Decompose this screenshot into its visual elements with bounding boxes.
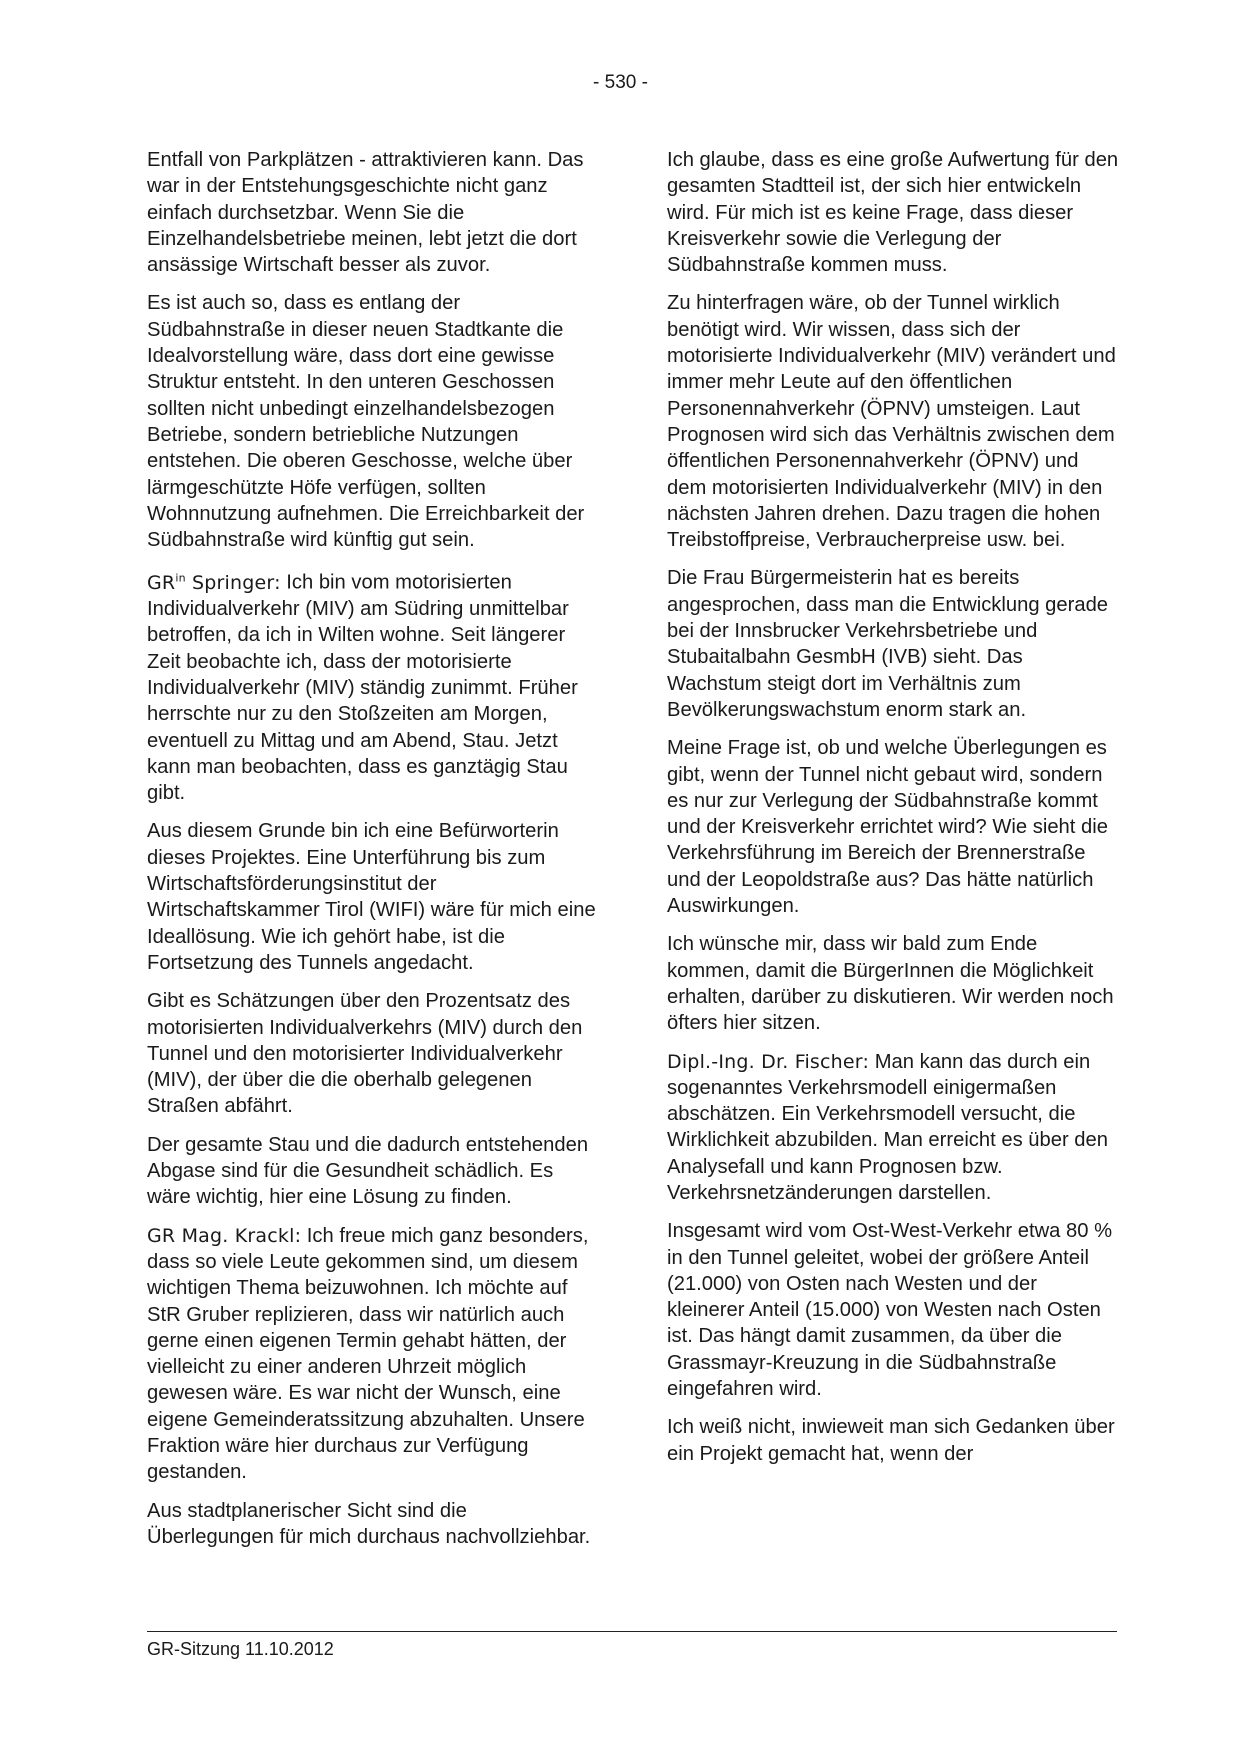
right-column	[667, 147, 1119, 1479]
paragraph: Es ist auch so, dass es entlang der Südbahnstraße in dieser neuen Stadtkante die Idealvorstellung wäre, dass dort eine gewisse Struktur entsteht. In den unteren Geschossen sollten nicht unbedingt einzelhandelsbezogen Betriebe, sondern betriebliche Nutzungen entstehen. Die oberen Geschosse, welche über lärmgeschützte Höfe verfügen, sollten Wohnnutzung aufnehmen. Die Erreichbarkeit der Südbahnstraße wird künftig gut sein.	[147, 292, 585, 552]
paragraph: Ich glaube, dass es eine große Aufwertung für den gesamten Stadtteil ist, der sich hier entwickeln wird. Für mich ist es keine Frage, dass dieser Kreisverkehr sowie die Verlegung der Südbahnstraße kommen muss.	[667, 149, 1119, 277]
speaker-name: Dipl.-Ing. Dr. Fischer:	[667, 1050, 870, 1073]
footer-divider	[147, 1631, 1117, 1632]
speaker-paragraph	[667, 1049, 1119, 1207]
speaker-name: $GR^{in}$ Springer:	[147, 571, 281, 594]
paragraph: Der gesamte Stau und die dadurch entstehenden Abgase sind für die Gesundheit schädlich. Es wäre wichtig, hier eine Lösung zu finden.	[147, 1133, 589, 1209]
page-number: - 530 -	[593, 72, 648, 93]
paragraph: Aus diesem Grunde bin ich eine Befürworterin dieses Projektes. Eine Unterführung bis zum Wirtschaftsförderungsinstitut der Wirtschaftskammer Tirol (WIFI) wäre für mich eine Ideallösung. Wie ich gehört habe, ist die Fortsetzung des Tunnels angedacht.	[147, 820, 596, 974]
paragraph: Ich weiß nicht, inwieweit man sich Gedanken über ein Projekt gemacht hat, wenn der	[667, 1416, 1115, 1465]
paragraph: Entfall von Parkplätzen - attraktivieren kann. Das war in der Entstehungsgeschichte nicht ganz einfach durchsetzbar. Wenn Sie die Einzelhandelsbetriebe meinen, lebt jetzt die dort ansässige Wirtschaft besser als zuvor.	[147, 149, 584, 277]
speech-text: Ich freue mich ganz besonders, dass so viele Leute gekommen sind, um diesem wichtigen Thema beizuwohnen. Ich möchte auf StR Gruber replizieren, dass wir natürlich auch gerne einen eigenen Termin gehabt hätten, der vielleicht zu einer anderen Uhrzeit möglich gewesen wäre. Es war nicht der Wunsch, eine eigene Gemeinderatssitzung abzuhalten. Unsere Fraktion wäre hier durchaus zur Verfügung gestanden.	[147, 1224, 589, 1484]
footer-text: GR-Sitzung 11.10.2012	[147, 1639, 334, 1659]
paragraph: Meine Frage ist, ob und welche Überlegungen es gibt, wenn der Tunnel nicht gebaut wird, sondern es nur zur Verlegung der Südbahnstraße kommt und der Kreisverkehr errichtet wird? Wie sieht die Verkehrsführung im Bereich der Brennerstraße und der Leopoldstraße aus? Das hätte natürlich Auswirkungen.	[667, 737, 1108, 918]
paragraph: Aus stadtplanerischer Sicht sind die Überlegungen für mich durchaus nachvollziehbar.	[147, 1499, 591, 1548]
paragraph: Die Frau Bürgermeisterin hat es bereits angesprochen, dass man die Entwicklung gerade bei der Innsbrucker Verkehrsbetriebe und Stubaitalbahn GesmbH (IVB) sieht. Das Wachstum steigt dort im Verhältnis zum Bevölkerungswachstum enorm stark an.	[667, 567, 1109, 721]
speaker-paragraph	[147, 565, 599, 806]
speaker-paragraph	[147, 1223, 599, 1486]
paragraph: Insgesamt wird vom Ost-West-Verkehr etwa 80 % in den Tunnel geleitet, wobei der größere Anteil (21.000) von Osten nach Westen und der kleinerer Anteil (15.000) von Westen nach Osten ist. Das hängt damit zusammen, da über die Grassmayr-Kreuzung in die Südbahnstraße eingefahren wird.	[667, 1220, 1113, 1401]
paragraph: Gibt es Schätzungen über den Prozentsatz des motorisierten Individualverkehrs (MIV) durch den Tunnel und den motorisierter Individualverkehr (MIV), der über die die oberhalb gelegenen Straßen abfährt.	[147, 990, 583, 1118]
speech-text: Man kann das durch ein sogenanntes Verkehrsmodell einigermaßen abschätzen. Ein Verkehrsmodell versucht, die Wirklichkeit abzubilden. Man erreicht es über den Analysefall und kann Prognosen bzw. Verkehrsnetzänderungen darstellen.	[667, 1050, 1108, 1204]
speech-text: Ich bin vom motorisierten Individualverkehr (MIV) am Südring unmittelbar betroffen, da ich in Wilten wohne. Seit längerer Zeit beobachte ich, dass der motorisierte Individualverkehr (MIV) ständig zunimmt. Früher herrschte nur zu den Stoßzeiten am Morgen, eventuell zu Mittag und am Abend, Stau. Jetzt kann man beobachten, dass es ganztägig Stau gibt.	[147, 571, 578, 805]
paragraph: Ich wünsche mir, dass wir bald zum Ende kommen, damit die BürgerInnen die Möglichkeit erhalten, darüber zu diskutieren. Wir werden noch öfters hier sitzen.	[667, 933, 1114, 1035]
speaker-name: GR Mag. Krackl:	[147, 1224, 302, 1247]
paragraph: Zu hinterfragen wäre, ob der Tunnel wirklich benötigt wird. Wir wissen, dass sich der motorisierte Individualverkehr (MIV) verändert und immer mehr Leute auf den öffentlichen Personennahverkehr (ÖPNV) umsteigen. Laut Prognosen wird sich das Verhältnis zwischen dem öffentlichen Personennahverkehr (ÖPNV) und dem motorisierten Individualverkehr (MIV) in den nächsten Jahren drehen. Dazu tragen die hohen Treibstoffpreise, Verbraucherpreise usw. bei.	[667, 292, 1116, 552]
left-column	[147, 147, 599, 1562]
